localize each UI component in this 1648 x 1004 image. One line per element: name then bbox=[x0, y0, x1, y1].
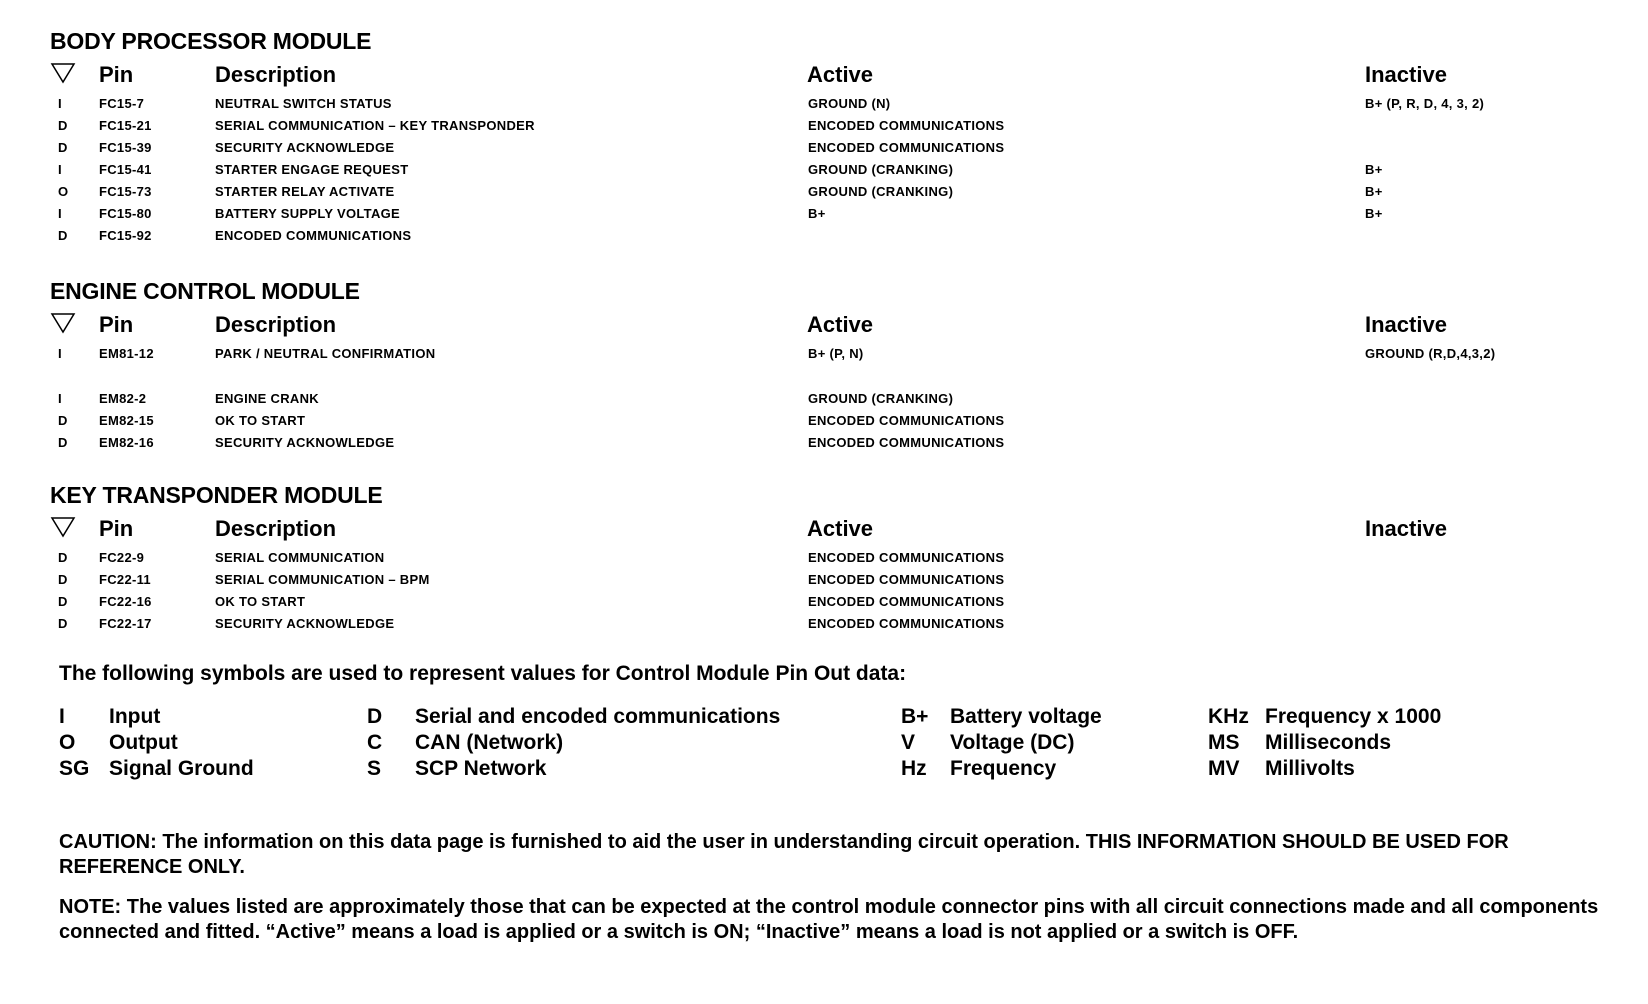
row-symbol: I bbox=[58, 206, 62, 221]
legend-code: C bbox=[367, 731, 383, 754]
section-title-key-transponder-module: KEY TRANSPONDER MODULE bbox=[50, 482, 383, 508]
row-pin: FC22-9 bbox=[99, 550, 145, 565]
table-row bbox=[0, 206, 1648, 228]
table-row bbox=[0, 616, 1648, 638]
table-row bbox=[0, 550, 1648, 572]
legend-text: Input bbox=[109, 705, 161, 728]
row-active: ENCODED COMMUNICATIONS bbox=[808, 594, 1005, 609]
row-symbol: I bbox=[58, 96, 62, 111]
legend-text: Frequency bbox=[950, 757, 1057, 780]
row-inactive: B+ bbox=[1365, 184, 1383, 199]
row-pin: FC15-80 bbox=[99, 206, 152, 221]
legend-text: Output bbox=[109, 731, 178, 754]
row-description: SECURITY ACKNOWLEDGE bbox=[215, 616, 395, 631]
section-title-body-processor-module: BODY PROCESSOR MODULE bbox=[50, 28, 372, 54]
triangle-icon bbox=[50, 62, 76, 84]
legend-intro: The following symbols are used to represent values for Control Module Pin Out data: bbox=[59, 662, 907, 685]
row-active: ENCODED COMMUNICATIONS bbox=[808, 435, 1005, 450]
row-active: B+ bbox=[808, 206, 826, 221]
row-symbol: D bbox=[58, 435, 68, 450]
header-pin: Pin bbox=[99, 62, 134, 87]
legend-text: Millivolts bbox=[1265, 757, 1355, 780]
row-symbol: D bbox=[58, 413, 68, 428]
row-pin: EM82-15 bbox=[99, 413, 154, 428]
row-active: ENCODED COMMUNICATIONS bbox=[808, 413, 1005, 428]
header-inactive: Inactive bbox=[1365, 516, 1447, 541]
row-inactive: B+ bbox=[1365, 206, 1383, 221]
row-description: OK TO START bbox=[215, 594, 306, 609]
row-description: NEUTRAL SWITCH STATUS bbox=[215, 96, 392, 111]
row-active: ENCODED COMMUNICATIONS bbox=[808, 550, 1005, 565]
row-symbol: O bbox=[58, 184, 69, 199]
row-pin: FC15-41 bbox=[99, 162, 152, 177]
row-pin: FC15-21 bbox=[99, 118, 152, 133]
row-symbol: D bbox=[58, 140, 68, 155]
table-row bbox=[0, 413, 1648, 435]
row-active: GROUND (CRANKING) bbox=[808, 162, 954, 177]
legend-code: S bbox=[367, 757, 382, 780]
table-row bbox=[0, 140, 1648, 162]
triangle-icon bbox=[50, 516, 76, 538]
row-pin: FC22-17 bbox=[99, 616, 152, 631]
legend-text: CAN (Network) bbox=[415, 731, 564, 754]
legend-text: Serial and encoded communications bbox=[415, 705, 781, 728]
legend-code: B+ bbox=[901, 705, 929, 728]
row-description: STARTER RELAY ACTIVATE bbox=[215, 184, 395, 199]
legend-code: SG bbox=[59, 757, 90, 780]
row-active: ENCODED COMMUNICATIONS bbox=[808, 118, 1005, 133]
row-pin: FC15-92 bbox=[99, 228, 152, 243]
table-row bbox=[0, 391, 1648, 413]
legend-text: Voltage (DC) bbox=[950, 731, 1075, 754]
row-description: SECURITY ACKNOWLEDGE bbox=[215, 140, 395, 155]
table-row bbox=[0, 118, 1648, 140]
row-active: GROUND (CRANKING) bbox=[808, 391, 954, 406]
row-pin: FC15-39 bbox=[99, 140, 152, 155]
header-active: Active bbox=[807, 516, 874, 541]
section-title-engine-control-module: ENGINE CONTROL MODULE bbox=[50, 278, 360, 304]
header-pin: Pin bbox=[99, 312, 134, 337]
row-symbol: I bbox=[58, 162, 62, 177]
row-symbol: D bbox=[58, 118, 68, 133]
row-active: B+ (P, N) bbox=[808, 346, 864, 361]
legend-text: Milliseconds bbox=[1265, 731, 1392, 754]
legend-code: V bbox=[901, 731, 916, 754]
table-row bbox=[0, 572, 1648, 594]
row-pin: FC22-11 bbox=[99, 572, 151, 587]
row-active: GROUND (CRANKING) bbox=[808, 184, 954, 199]
legend-code: O bbox=[59, 731, 76, 754]
row-description: ENGINE CRANK bbox=[215, 391, 319, 406]
header-description: Description bbox=[215, 312, 337, 337]
legend-code: Hz bbox=[901, 757, 927, 780]
table-row bbox=[0, 184, 1648, 206]
row-symbol: D bbox=[58, 550, 68, 565]
legend-code: KHz bbox=[1208, 705, 1249, 728]
header-description: Description bbox=[215, 516, 337, 541]
header-active: Active bbox=[807, 62, 874, 87]
header-pin: Pin bbox=[99, 516, 134, 541]
header-inactive: Inactive bbox=[1365, 62, 1447, 87]
legend-code: MV bbox=[1208, 757, 1240, 780]
row-description: BATTERY SUPPLY VOLTAGE bbox=[215, 206, 401, 221]
row-description: PARK / NEUTRAL CONFIRMATION bbox=[215, 346, 436, 361]
triangle-icon bbox=[50, 312, 76, 334]
table-row bbox=[0, 96, 1648, 118]
row-symbol: D bbox=[58, 228, 68, 243]
legend-text: Battery voltage bbox=[950, 705, 1102, 728]
row-symbol: I bbox=[58, 391, 62, 406]
row-pin: EM82-2 bbox=[99, 391, 147, 406]
table-row bbox=[0, 228, 1648, 250]
row-active: ENCODED COMMUNICATIONS bbox=[808, 140, 1005, 155]
row-pin: EM82-16 bbox=[99, 435, 154, 450]
row-active: GROUND (N) bbox=[808, 96, 891, 111]
row-description: OK TO START bbox=[215, 413, 306, 428]
table-row bbox=[0, 162, 1648, 184]
row-inactive: B+ bbox=[1365, 162, 1383, 177]
row-symbol: D bbox=[58, 572, 68, 587]
row-description: SECURITY ACKNOWLEDGE bbox=[215, 435, 395, 450]
table-row bbox=[0, 435, 1648, 457]
row-description: STARTER ENGAGE REQUEST bbox=[215, 162, 409, 177]
caution-text: CAUTION: The information on this data page is furnished to aid the user in understanding circuit operation. THIS INFORMATION SHOULD BE USED FOR REFERENCE ONLY. bbox=[59, 831, 1509, 878]
table-row bbox=[0, 346, 1648, 368]
row-active: ENCODED COMMUNICATIONS bbox=[808, 616, 1005, 631]
row-description: ENCODED COMMUNICATIONS bbox=[215, 228, 412, 243]
row-pin: FC22-16 bbox=[99, 594, 152, 609]
legend-code: D bbox=[367, 705, 383, 728]
row-pin: FC15-7 bbox=[99, 96, 145, 111]
note-text: NOTE: The values listed are approximately those that can be expected at the control module connector pins with all circuit connections made and all components connected and fitted. “Active” means a load is applied or a switch is ON; “Inactive” means a load is not applied or a switch is OFF. bbox=[59, 896, 1599, 943]
row-inactive: GROUND (R,D,4,3,2) bbox=[1365, 346, 1496, 361]
row-symbol: D bbox=[58, 616, 68, 631]
row-description: SERIAL COMMUNICATION – BPM bbox=[215, 572, 430, 587]
header-inactive: Inactive bbox=[1365, 312, 1447, 337]
row-inactive: B+ (P, R, D, 4, 3, 2) bbox=[1365, 96, 1485, 111]
row-description: SERIAL COMMUNICATION – KEY TRANSPONDER bbox=[215, 118, 535, 133]
legend-text: Frequency x 1000 bbox=[1265, 705, 1442, 728]
row-symbol: D bbox=[58, 594, 68, 609]
header-active: Active bbox=[807, 312, 874, 337]
row-pin: FC15-73 bbox=[99, 184, 152, 199]
legend-text: Signal Ground bbox=[109, 757, 254, 780]
row-pin: EM81-12 bbox=[99, 346, 154, 361]
header-description: Description bbox=[215, 62, 337, 87]
legend-code: MS bbox=[1208, 731, 1240, 754]
legend-code: I bbox=[59, 705, 65, 728]
row-symbol: I bbox=[58, 346, 62, 361]
legend-text: SCP Network bbox=[415, 757, 547, 780]
table-row bbox=[0, 594, 1648, 616]
row-description: SERIAL COMMUNICATION bbox=[215, 550, 385, 565]
row-active: ENCODED COMMUNICATIONS bbox=[808, 572, 1005, 587]
